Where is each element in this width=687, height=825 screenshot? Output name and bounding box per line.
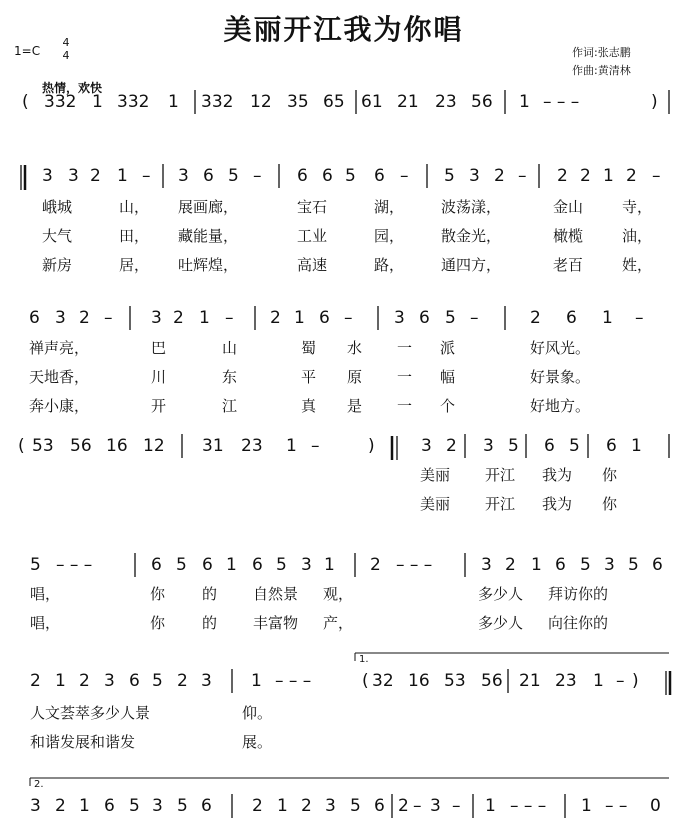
lyric-syllable: 你	[150, 585, 166, 603]
lyric-syllable: 蜀	[301, 339, 317, 357]
lyric-syllable: 山，	[119, 198, 150, 216]
note-group: 2	[626, 166, 637, 186]
note-group: 6	[252, 555, 263, 575]
lyric-syllable: 山	[222, 339, 238, 357]
note-group: 1	[581, 796, 592, 816]
lyric-syllable: 好地方。	[530, 397, 591, 415]
note-group: 2	[177, 671, 188, 691]
note-group: 2	[398, 796, 409, 816]
note-group: (	[18, 436, 25, 456]
note-group: 6	[566, 308, 577, 328]
lyric-syllable: 开江	[485, 495, 516, 513]
note-group: 5	[276, 555, 287, 575]
note-group: 5	[628, 555, 639, 575]
note-group: 1	[602, 308, 613, 328]
tempo-marking: 热情，欢快	[42, 81, 103, 95]
note-group: 6	[104, 796, 115, 816]
lyric-syllable: 的	[202, 585, 218, 603]
note-group: 1	[55, 671, 66, 691]
note-group: 1	[603, 166, 614, 186]
note-group: 5	[445, 308, 456, 328]
note-group: 6	[29, 308, 40, 328]
lyric-syllable: 向往你的	[548, 614, 609, 632]
note-group: 3	[55, 308, 66, 328]
lyric-syllable: 川	[151, 368, 167, 386]
note-group: 1	[631, 436, 642, 456]
lyric-syllable: 唱，	[30, 585, 61, 603]
note-group: 56	[481, 671, 503, 691]
lyric-syllable: 田，	[119, 227, 150, 245]
note-group: 1	[199, 308, 210, 328]
lyric-syllable: 我为	[542, 495, 573, 513]
note-group: 6	[374, 796, 385, 816]
note-group: –	[518, 166, 527, 186]
lyric-syllable: 美丽	[420, 495, 451, 513]
lyric-syllable: 金山	[553, 198, 584, 216]
lyric-syllable: 一	[397, 339, 413, 357]
note-group: 35	[287, 92, 309, 112]
note-group: 3	[483, 436, 494, 456]
lyric-syllable: 人文荟萃多少人景	[30, 704, 151, 722]
lyric-syllable: 原	[347, 368, 363, 386]
time-signature-top: 4	[62, 36, 70, 49]
note-group: 6	[419, 308, 430, 328]
note-group: 6	[322, 166, 333, 186]
lyric-syllable: 路，	[374, 256, 405, 274]
lyric-syllable: 美丽	[420, 466, 451, 484]
note-group: 2	[173, 308, 184, 328]
lyric-syllable: 丰富物	[253, 614, 299, 632]
note-group: 6	[202, 555, 213, 575]
note-group: 61	[361, 92, 383, 112]
note-group: 2	[79, 671, 90, 691]
note-group: –	[344, 308, 353, 328]
note-group: 1	[79, 796, 90, 816]
note-group: –	[452, 796, 461, 816]
note-group: 1	[294, 308, 305, 328]
lyric-syllable: 宝石	[297, 198, 328, 216]
note-group: –	[470, 308, 479, 328]
lyric-syllable: 开江	[485, 466, 516, 484]
note-group: 3	[301, 555, 312, 575]
note-group: 2	[90, 166, 101, 186]
note-group: 23	[555, 671, 577, 691]
note-group: 23	[435, 92, 457, 112]
note-group: 6	[606, 436, 617, 456]
note-group: –	[616, 671, 625, 691]
note-group: 6	[151, 555, 162, 575]
note-group: 2	[30, 671, 41, 691]
lyric-syllable: 一	[397, 397, 413, 415]
note-group: 6	[129, 671, 140, 691]
note-group: 1	[531, 555, 542, 575]
note-group: 3	[68, 166, 79, 186]
note-group: – – –	[396, 555, 433, 575]
note-group: 1	[324, 555, 335, 575]
note-group: 3	[394, 308, 405, 328]
note-group: 1	[277, 796, 288, 816]
lyric-syllable: 通四方，	[441, 256, 502, 274]
note-group: 2	[446, 436, 457, 456]
lyric-syllable: 吐辉煌，	[178, 256, 239, 274]
note-group: 5	[345, 166, 356, 186]
lyric-syllable: 园，	[374, 227, 405, 245]
note-group: (	[22, 92, 29, 112]
note-group: 1	[593, 671, 604, 691]
note-group: 3	[201, 671, 212, 691]
note-group: 6	[652, 555, 663, 575]
lyric-syllable: 一	[397, 368, 413, 386]
lyric-syllable: 的	[202, 614, 218, 632]
note-group: 21	[397, 92, 419, 112]
note-group: 6	[555, 555, 566, 575]
note-group: 2	[270, 308, 281, 328]
note-group: –	[635, 308, 644, 328]
note-group: 5	[569, 436, 580, 456]
lyric-syllable: 水	[347, 339, 363, 357]
note-group: 5	[176, 555, 187, 575]
key-signature: 1=C	[14, 44, 41, 58]
note-group: 6	[203, 166, 214, 186]
note-group: 21	[519, 671, 541, 691]
lyric-syllable: 波荡漾，	[441, 198, 502, 216]
note-group: 2	[252, 796, 263, 816]
lyric-syllable: 好景象。	[530, 368, 591, 386]
lyric-syllable: 多少人	[478, 614, 524, 632]
lyric-syllable: 唱，	[30, 614, 61, 632]
note-group: 1	[168, 92, 179, 112]
lyric-syllable: 峨城	[42, 198, 73, 216]
note-group: 5	[129, 796, 140, 816]
lyric-syllable: 居，	[119, 256, 150, 274]
note-group: 56	[70, 436, 92, 456]
note-group: 1	[286, 436, 297, 456]
note-group: 16	[408, 671, 430, 691]
note-group: 2	[494, 166, 505, 186]
note-group: 1	[251, 671, 262, 691]
note-group: 16	[106, 436, 128, 456]
note-group: 31	[202, 436, 224, 456]
lyric-syllable: 你	[602, 466, 618, 484]
note-group: – – –	[510, 796, 547, 816]
note-group: 5	[508, 436, 519, 456]
lyric-syllable: 多少人	[478, 585, 524, 603]
lyric-syllable: 散金光，	[441, 227, 502, 245]
lyric-syllable: 工业	[297, 227, 328, 245]
note-group: 5	[228, 166, 239, 186]
note-group: 5	[444, 166, 455, 186]
note-group: 5	[350, 796, 361, 816]
lyric-syllable: 平	[301, 368, 317, 386]
note-group: 56	[471, 92, 493, 112]
note-group: 53	[32, 436, 54, 456]
note-group: 3	[469, 166, 480, 186]
lyric-syllable: 姓，	[622, 256, 653, 274]
note-group: 3	[481, 555, 492, 575]
note-group: 3	[152, 796, 163, 816]
note-group: –	[400, 166, 409, 186]
lyric-syllable: 和谐发展和谐发	[30, 733, 136, 751]
lyric-syllable: 开	[151, 397, 167, 415]
note-group: 6	[201, 796, 212, 816]
note-group: 2	[557, 166, 568, 186]
lyric-syllable: 大气	[42, 227, 73, 245]
note-group: – – –	[56, 555, 93, 575]
note-group: 332	[201, 92, 234, 112]
note-group: 12	[250, 92, 272, 112]
lyric-syllable: 新房	[42, 256, 73, 274]
lyric-syllable: 老百	[553, 256, 584, 274]
lyric-syllable: 奔小康，	[29, 397, 90, 415]
note-group: 23	[241, 436, 263, 456]
lyric-syllable: 寺，	[622, 198, 653, 216]
note-group: 3	[30, 796, 41, 816]
volta-label: 2.	[34, 779, 44, 790]
note-group: –	[225, 308, 234, 328]
note-group: –	[253, 166, 262, 186]
note-group: 1	[485, 796, 496, 816]
lyric-syllable: 我为	[542, 466, 573, 484]
lyric-syllable: 真	[301, 397, 317, 415]
time-signature-bottom: 4	[62, 49, 70, 62]
note-group: 332	[44, 92, 77, 112]
note-group: (	[362, 671, 369, 691]
note-group: 5	[30, 555, 41, 575]
lyric-syllable: 橄榄	[553, 227, 584, 245]
note-group: 6	[544, 436, 555, 456]
lyric-syllable: 江	[222, 397, 238, 415]
lyric-syllable: 天地香，	[29, 368, 90, 386]
note-group: 1	[117, 166, 128, 186]
lyric-syllable: 观，	[323, 585, 354, 603]
note-group: 332	[117, 92, 150, 112]
lyric-syllable: 展。	[242, 733, 273, 751]
note-group: 65	[323, 92, 345, 112]
lyricist-credit: 作词:张志鹏	[572, 46, 631, 59]
note-group: 5	[177, 796, 188, 816]
note-group: 5	[152, 671, 163, 691]
note-group: –	[413, 796, 422, 816]
lyric-syllable: 你	[150, 614, 166, 632]
note-group: )	[632, 671, 639, 691]
note-group: 2	[530, 308, 541, 328]
note-group: 1	[92, 92, 103, 112]
song-title: 美丽开江我为你唱	[223, 13, 464, 46]
note-group: – –	[605, 796, 628, 816]
lyric-syllable: 东	[222, 368, 238, 386]
composer-credit: 作曲:黄清林	[572, 64, 631, 77]
note-group: –	[311, 436, 320, 456]
lyric-syllable: 仰。	[242, 704, 273, 722]
volta-label: 1.	[359, 654, 369, 665]
note-group: 12	[143, 436, 165, 456]
note-group: 2	[505, 555, 516, 575]
note-group: 6	[297, 166, 308, 186]
note-group: 5	[580, 555, 591, 575]
lyric-syllable: 你	[602, 495, 618, 513]
lyric-syllable: 产，	[323, 614, 354, 632]
note-group: 6	[374, 166, 385, 186]
note-group: 1	[226, 555, 237, 575]
lyric-syllable: 是	[347, 397, 363, 415]
note-group: 53	[444, 671, 466, 691]
lyric-syllable: 派	[440, 339, 456, 357]
note-group: 3	[325, 796, 336, 816]
note-group: 32	[372, 671, 394, 691]
note-group: 3	[604, 555, 615, 575]
lyric-syllable: 高速	[297, 256, 328, 274]
note-group: 3	[430, 796, 441, 816]
note-group: – – –	[543, 92, 580, 112]
lyric-syllable: 自然景	[253, 585, 299, 603]
note-group: 3	[104, 671, 115, 691]
note-group: )	[368, 436, 375, 456]
note-group: 2	[301, 796, 312, 816]
note-group: –	[652, 166, 661, 186]
note-group: –	[104, 308, 113, 328]
lyric-syllable: 幅	[440, 368, 456, 386]
lyric-syllable: 藏能量，	[178, 227, 239, 245]
note-group: 0	[650, 796, 661, 816]
note-group: 3	[178, 166, 189, 186]
note-group: 6	[319, 308, 330, 328]
note-group: 2	[55, 796, 66, 816]
note-group: – – –	[275, 671, 312, 691]
note-group: 3	[421, 436, 432, 456]
note-group: 1	[519, 92, 530, 112]
note-group: 2	[580, 166, 591, 186]
lyric-syllable: 个	[440, 397, 456, 415]
lyric-syllable: 好风光。	[530, 339, 591, 357]
lyric-syllable: 拜访你的	[548, 585, 609, 603]
lyric-syllable: 油，	[622, 227, 653, 245]
lyric-syllable: 湖，	[374, 198, 405, 216]
lyric-syllable: 展画廊，	[178, 198, 239, 216]
note-group: 2	[79, 308, 90, 328]
note-group: –	[142, 166, 151, 186]
note-group: )	[651, 92, 658, 112]
note-group: 3	[42, 166, 53, 186]
note-group: 2	[370, 555, 381, 575]
lyric-syllable: 巴	[151, 339, 167, 357]
note-group: 3	[151, 308, 162, 328]
time-signature	[60, 36, 72, 62]
lyric-syllable: 禅声亮，	[29, 339, 90, 357]
